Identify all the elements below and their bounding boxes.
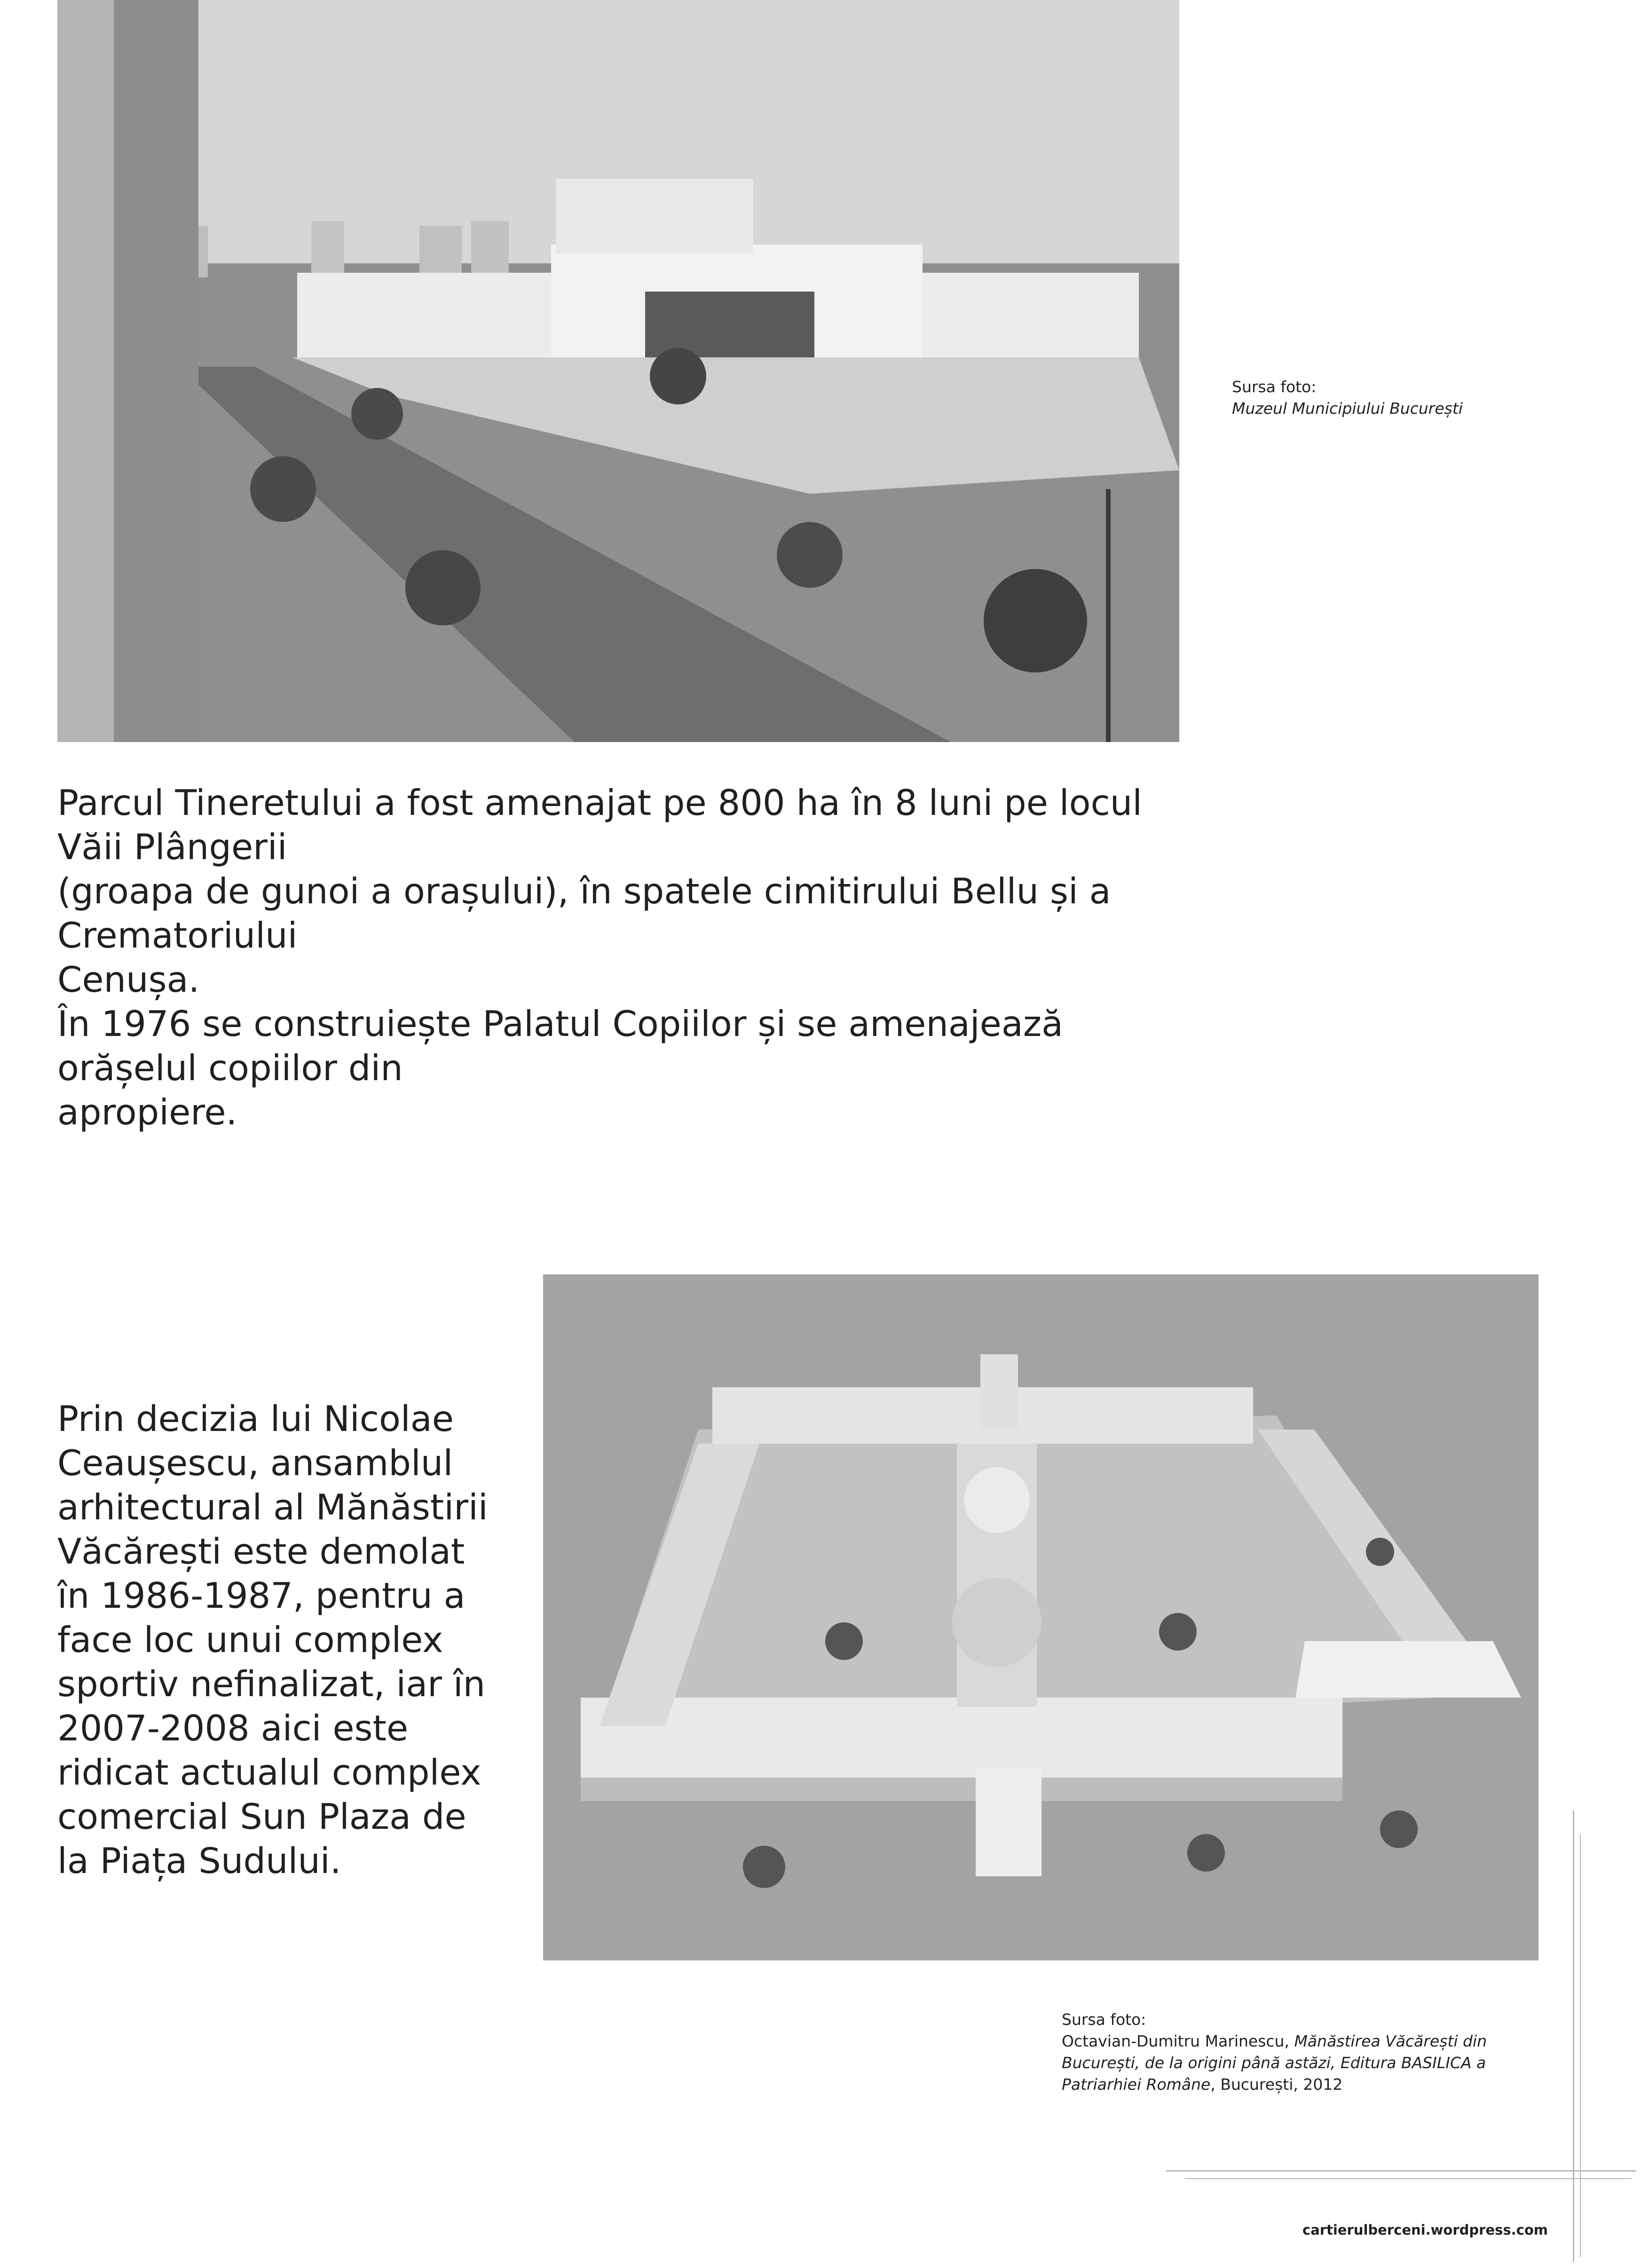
paragraph-line: Cenușa. (57, 959, 200, 1000)
paragraph-parcul-tineretului (57, 781, 1186, 1134)
credit-author: Octavian-Dumitru Marinescu, (1062, 2032, 1294, 2050)
photo-palatul-copiilor-image (57, 0, 1179, 742)
footer-url: cartierulberceni.wordpress.com (1302, 2222, 1548, 2238)
paragraph-manastirea-vacaresti: Prin decizia lui Nicolae Ceaușescu, ansamblul arhitectural al Mănăstirii Văcărești este demolat în 1986-1987, pentru a face loc unui complex sportiv nefinalizat, iar în 2007-2008 aici este ridicat actualul complex comercial Sun Plaza de la Piața Sudului. (57, 1398, 488, 1881)
credit-label: Sursa foto: (1232, 378, 1317, 396)
paragraph-line: apropiere. (57, 1091, 237, 1133)
decorative-rule-vertical (1573, 1810, 1574, 2262)
credit-citation (1062, 2031, 1532, 2095)
credit-tail: , București, 2012 (1210, 2075, 1343, 2094)
photo-palatul-copiilor (57, 0, 1179, 742)
decorative-rule-horizontal (1166, 2170, 1636, 2172)
photo-manastirea-vacaresti-model (543, 1274, 1539, 1960)
credit-label: Sursa foto: (1062, 2010, 1146, 2029)
decorative-rule-vertical (1580, 1834, 1581, 2257)
photo-credit-top (1232, 376, 1476, 419)
credit-source: Muzeul Municipiului București (1232, 399, 1463, 418)
paragraph-line: În 1976 se construiește Palatul Copiilor și se amenajează orășelul copiilor din (57, 1003, 1064, 1089)
photo-manastirea-vacaresti-model-image (543, 1274, 1539, 1960)
paragraph-line: Parcul Tineretului a fost amenajat pe 800 ha în 8 luni pe locul Văii Plângerii (57, 782, 1143, 868)
paragraph-line: (groapa de gunoi a orașului), în spatele cimitirului Bellu și a Crematoriului (57, 870, 1111, 956)
credit-title: Mănăstirea Văcărești din București, de la origini până astăzi, Editura BASILICA a Patriarhiei Române (1062, 2032, 1487, 2094)
photo-credit-bottom (1062, 2009, 1532, 2095)
decorative-rule-horizontal (1185, 2178, 1632, 2179)
